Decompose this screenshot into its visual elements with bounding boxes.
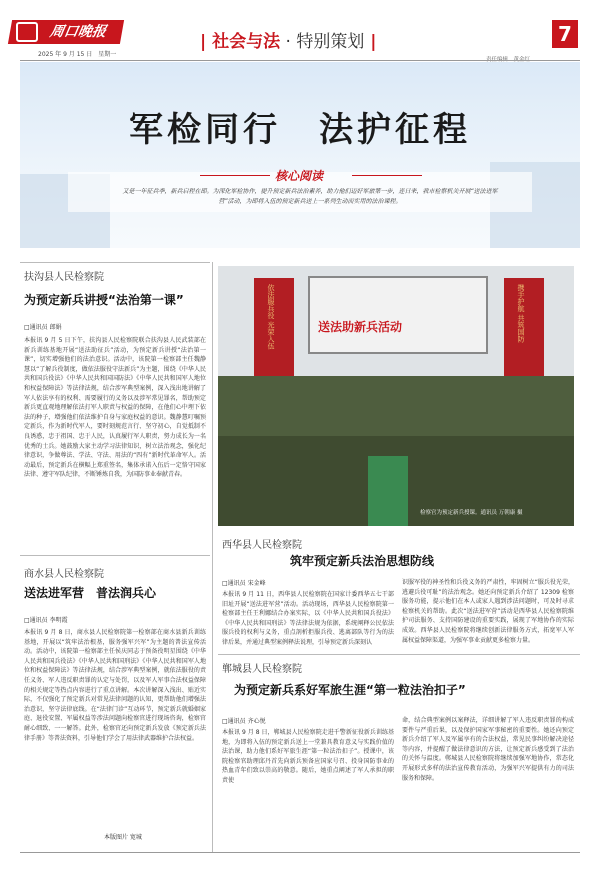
header-rule [20, 60, 580, 61]
article-org: 扶沟县人民检察院 [24, 272, 104, 283]
article-title: 为预定新兵讲授“法治第一课” [24, 293, 184, 307]
article-title: 送法进军营 普法润兵心 [24, 586, 157, 600]
logo-emblem-icon [16, 22, 38, 42]
photo-caption: 检察官为预定新兵授课。通讯员 万朝康 摄 [420, 510, 523, 516]
article-title: 为预定新兵系好军旅生涯“第一粒法治扣子” [234, 683, 466, 697]
article-byline: □通讯员 李明霞 [24, 617, 68, 624]
footer-rule [20, 852, 580, 853]
divider [218, 654, 580, 655]
masthead [0, 0, 600, 62]
photo-banner-left: 依法服兵役 光荣入伍 [254, 278, 294, 378]
section-special: 特别策划 [296, 32, 365, 52]
article-byline: □通讯员 宋金峰 [222, 580, 266, 587]
article-org: 商水县人民检察院 [24, 569, 104, 580]
intro-text: 又是一年征兵季，新兵启程在即。为深化军检协作，提升预定新兵法治素养，助力他们迈好军旅第一步，连日来，我市检察机关开展“送法进军营”活动，为即将入伍的预定新兵送上一系列生动而实用的法治课程。 [122, 188, 498, 205]
divider [20, 555, 210, 556]
newspaper-logo: 周口晚报 [8, 20, 124, 44]
article-body: 本报讯 9 月 5 日下午，扶沟县人民检察院联合扶沟县人民武装部在新兵训练基地开展“送法助征兵”活动，为预定新兵讲授“法治第一课”，切实增强他们的法治意识。活动中，该院第一检察部主任魏静慧以“了解兵役制度，做依法服役守法新兵”为主题，围绕《中华人民共和国兵役法》《中华人民共和国国防法》《中华人民共和国军人地位和权益保障法》等法律法规，结合涉军典型案例，深入浅出地讲解了军人依法享有的权利、需要履行的义务以及涉军常见罪名，帮助预定新兵更直观地理解依法打军人职责与权益的保障，在他们心中埋下依法的种子，增强他们依法维护自身与家庭权益的意识。魏静慧叮嘱预定新兵，作为新时代军人，要时刻规范言行、坚守初心，自觉抵制不良诱惑，忠于祖国、忠于人民，认真履行军人职责，努力成长为一名优秀的士兵。她鼓励大家主动学习法律知识，树立法治观念，强化纪律意识，争做尊法、学法、守法、用法的“四有”新时代革命军人。活动最后，预定新兵在横幅上郑重签名，集体承诺入伍后一定恪守国家法律、遵守军队纪律，不断锤炼自我，为国防事业奉献青春。 [24, 337, 206, 479]
divider [352, 175, 422, 176]
hero-banner [20, 62, 580, 248]
photo-banner-right: 携手护航 共筑国防 [504, 278, 544, 378]
article-body: 命，结合典型案例以案释法，详细讲解了军人违反职责罪的构成要件与严重后果，以及保护国家军事秘密的重要性。她还向预定新兵介绍了军人及军属享有的合法权益，常见民事纠纷解决途径等内容，并提醒了做法律意识的方法，让预定新兵感受到了法治的关怀与温度。郸城县人民检察院将继续加强军地协作，常态化开展形式多样的法治宣传教育活动，为强军兴军提供有力的司法服务和保障。 [402, 717, 574, 782]
article-title: 筑牢预定新兵法治思想防线 [290, 554, 435, 568]
photo-credit: 本版图片 宽城 [104, 834, 142, 841]
divider [200, 175, 270, 176]
section-header: | 社会与法 · 特别策划 | [200, 32, 377, 52]
page-number: 7 [552, 20, 578, 48]
article-body: 本报讯 9 月 8 日，郸城县人民检察院走进千警新征役新兵训练基地，为即将入伍的预定新兵送上一堂兼具教育意义与实践价值的法治课，助力他们系好军旅生涯“第一粒法治扣子”。授课中，该院检察官助理邱丹首先向新兵预备应国家号召、投身国防事业的热血青年们致以崇高的敬意。随后，她重点阐述了军人承担的职责使 [222, 729, 394, 784]
article-org: 西华县人民检察院 [222, 540, 302, 551]
news-photo [218, 266, 574, 526]
photo-floor [368, 456, 408, 526]
page-title: 军检同行 法护征程 [129, 110, 471, 150]
section-name: 社会与法 [212, 32, 281, 52]
column-divider [212, 262, 213, 852]
article-body: 本报讯 9 月 8 日，商水县人民检察院第一检察部在商水县新兵训练基地，开展以“筑牢法治根基，服务强军兴军”为主题的普法宣传活动。活动中，该院第一检察部主任侯庆同志于预备役明星围绕《中华人民共和国兵役法》《中华人民共和国刑法》《中华人民共和国军人地位和权益保障法》等法律法规，结合涉军典型案例，就依法服役的责任义务、军人违反职责罪的认定与处罚，以及军人军事合法权益保障的相关规定等热点内容进行了重点讲解。本次讲解深入浅出、贴近实际，不仅强化了预定新兵对常见法律问题的认知，更帮助他们增强法治意识，坚守法律底线。在“法律门诊”互动环节，预定新兵就婚姻家庭、退役安置、军属权益等涉法问题向检察官进行现场咨询，检察官耐心细致、一一解答。此外，检察官还向预定新兵发放《预定新兵法律手册》等普法资料，引导他们学会了用法律武器维护合法权益。 [24, 629, 206, 742]
article-body: 本报讯 9 月 11 日，西华县人民检察院在国家计委西华五七干部旧址开展“送法进军营”活动。活动现场，西华县人民检察院第一检察部主任王利娜结合办案实际，以《中华人民共和国兵役法》《中华人民共和国刑法》等法律法规为依据，系统阐释公民依法服兵役的权利与义务，重点剖析拒服兵役、逃离部队等行为的法律后果，并通过典型案例释法说理，引导预定新兵深刻认 [222, 591, 394, 646]
article-org: 郸城县人民检察院 [222, 664, 302, 675]
article-byline: □通讯员 郎娟 [24, 324, 62, 331]
article-body: 识服军役的神圣性和兵役义务的严肃性，牢固树立“服兵役光荣，逃避兵役可耻”的法治观念。她还向预定新兵介绍了 12309 检察服务功能，提示他们在本人或家人遇到涉法问题时，可及时寻求检察机关的帮助。此次“送法进军营”活动是西华县人民检察院维护司法服务、支持国防建设的重要实践，展现了军地协作的实际成效。西华县人民检察院将继续创新法律服务方式，拓宽军人军属权益保障渠道，为强军事业贡献更多检察力量。 [402, 579, 574, 644]
divider [20, 262, 210, 263]
issue-date: 2025 年 9 月 15 日 星期一 [38, 51, 117, 58]
core-reading-label: 核心阅读 [275, 169, 324, 183]
article-byline: □通讯员 齐心悦 [222, 718, 266, 725]
projection-screen: 送法助新兵活动 [308, 276, 488, 354]
